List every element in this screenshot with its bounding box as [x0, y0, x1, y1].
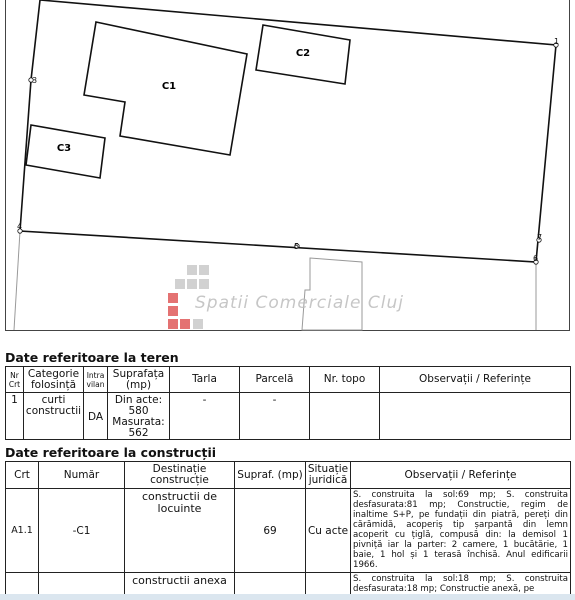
- cell-suprafata-acte: Din acte: 580: [114, 394, 163, 417]
- cell-suprafata-masurata: Masurata: 562: [112, 416, 165, 439]
- cell-destinatie: constructii anexa: [125, 573, 235, 600]
- header-suprafata: Suprafața (mp): [108, 367, 170, 393]
- boundary-points: [18, 43, 558, 264]
- point-label-7: 7: [537, 233, 543, 242]
- table-row: [6, 489, 571, 573]
- header-nr-crt: Nr Crt: [6, 367, 24, 393]
- header-intravilan: Intra vilan: [84, 367, 108, 393]
- neighbour-boundary-left: [14, 231, 20, 330]
- point-label-5: 5: [294, 242, 300, 251]
- header-nr-topo: Nr. topo: [310, 367, 380, 393]
- cell-intravilan: DA: [84, 393, 108, 440]
- point-label-3: 3: [32, 76, 38, 85]
- label-c1: C1: [161, 81, 177, 92]
- cell-observatii: S. construita la sol:18 mp; S. construita desfasurata:18 mp; Constructie anexă, pe: [351, 573, 571, 600]
- cell-observatii: [380, 393, 571, 440]
- cell-parcela: -: [240, 393, 310, 440]
- cell-tarla: -: [170, 393, 240, 440]
- watermark: [168, 265, 404, 329]
- section-title-teren: Date referitoare la teren: [5, 350, 179, 365]
- constructii-table: [5, 461, 571, 600]
- header-crt: Crt: [6, 462, 39, 489]
- constructii-header-row: [6, 462, 571, 489]
- header-supraf: Supraf. (mp): [235, 462, 306, 489]
- table-row: [6, 393, 571, 440]
- cell-suprafata: [108, 393, 170, 440]
- point-label-4: 4: [17, 222, 23, 231]
- cell-supraf: 69: [235, 489, 306, 573]
- header-categorie: Categorie folosință: [24, 367, 84, 393]
- cell-nr-topo: [310, 393, 380, 440]
- watermark-text: Spatii Comerciale Cluj: [195, 293, 404, 313]
- cell-destinatie: constructii de locuinte: [125, 489, 235, 573]
- cell-situatie: Cu acte: [306, 489, 351, 573]
- header-situatie: Situație juridică: [306, 462, 351, 489]
- label-c3: C3: [56, 143, 72, 154]
- header-destinatie: Destinație construcție: [125, 462, 235, 489]
- section-title-constructii: Date referitoare la construcții: [5, 445, 217, 460]
- cell-categorie: curti constructii: [24, 393, 84, 440]
- cell-nr-crt: 1: [6, 393, 24, 440]
- header-numar: Număr: [39, 462, 125, 489]
- cell-numar: -C1: [39, 489, 125, 573]
- header-parcela: Parcelă: [240, 367, 310, 393]
- point-label-6: 6: [533, 254, 539, 263]
- label-c2: C2: [295, 48, 311, 59]
- teren-header-row: [6, 367, 571, 393]
- cell-observatii: S. construita la sol:69 mp; S. construita desfasurata:81 mp; Constructie, regim de inaltime S+P, pe fundații din piatră, pereți din cărămidă, acoperiș tip șarpantă din lemn acoperit cu țiglă, compusă din: la demisol 1 pivniță iar la parter: 2 camere, 1 bucătărie, 1 baie, 1 hol și 1 terasă închisă. Anul edificarii 1966.: [351, 489, 571, 573]
- point-label-1: 1: [554, 37, 560, 46]
- cell-crt: A1.1: [6, 489, 39, 573]
- header-tarla: Tarla: [170, 367, 240, 393]
- parcel-boundary: [20, 0, 556, 262]
- header-observatii: Observații / Referințe: [380, 367, 571, 393]
- header-observatii-constr: Observații / Referințe: [351, 462, 571, 489]
- teren-table: [5, 366, 571, 440]
- bottom-scroll-strip: [0, 594, 575, 600]
